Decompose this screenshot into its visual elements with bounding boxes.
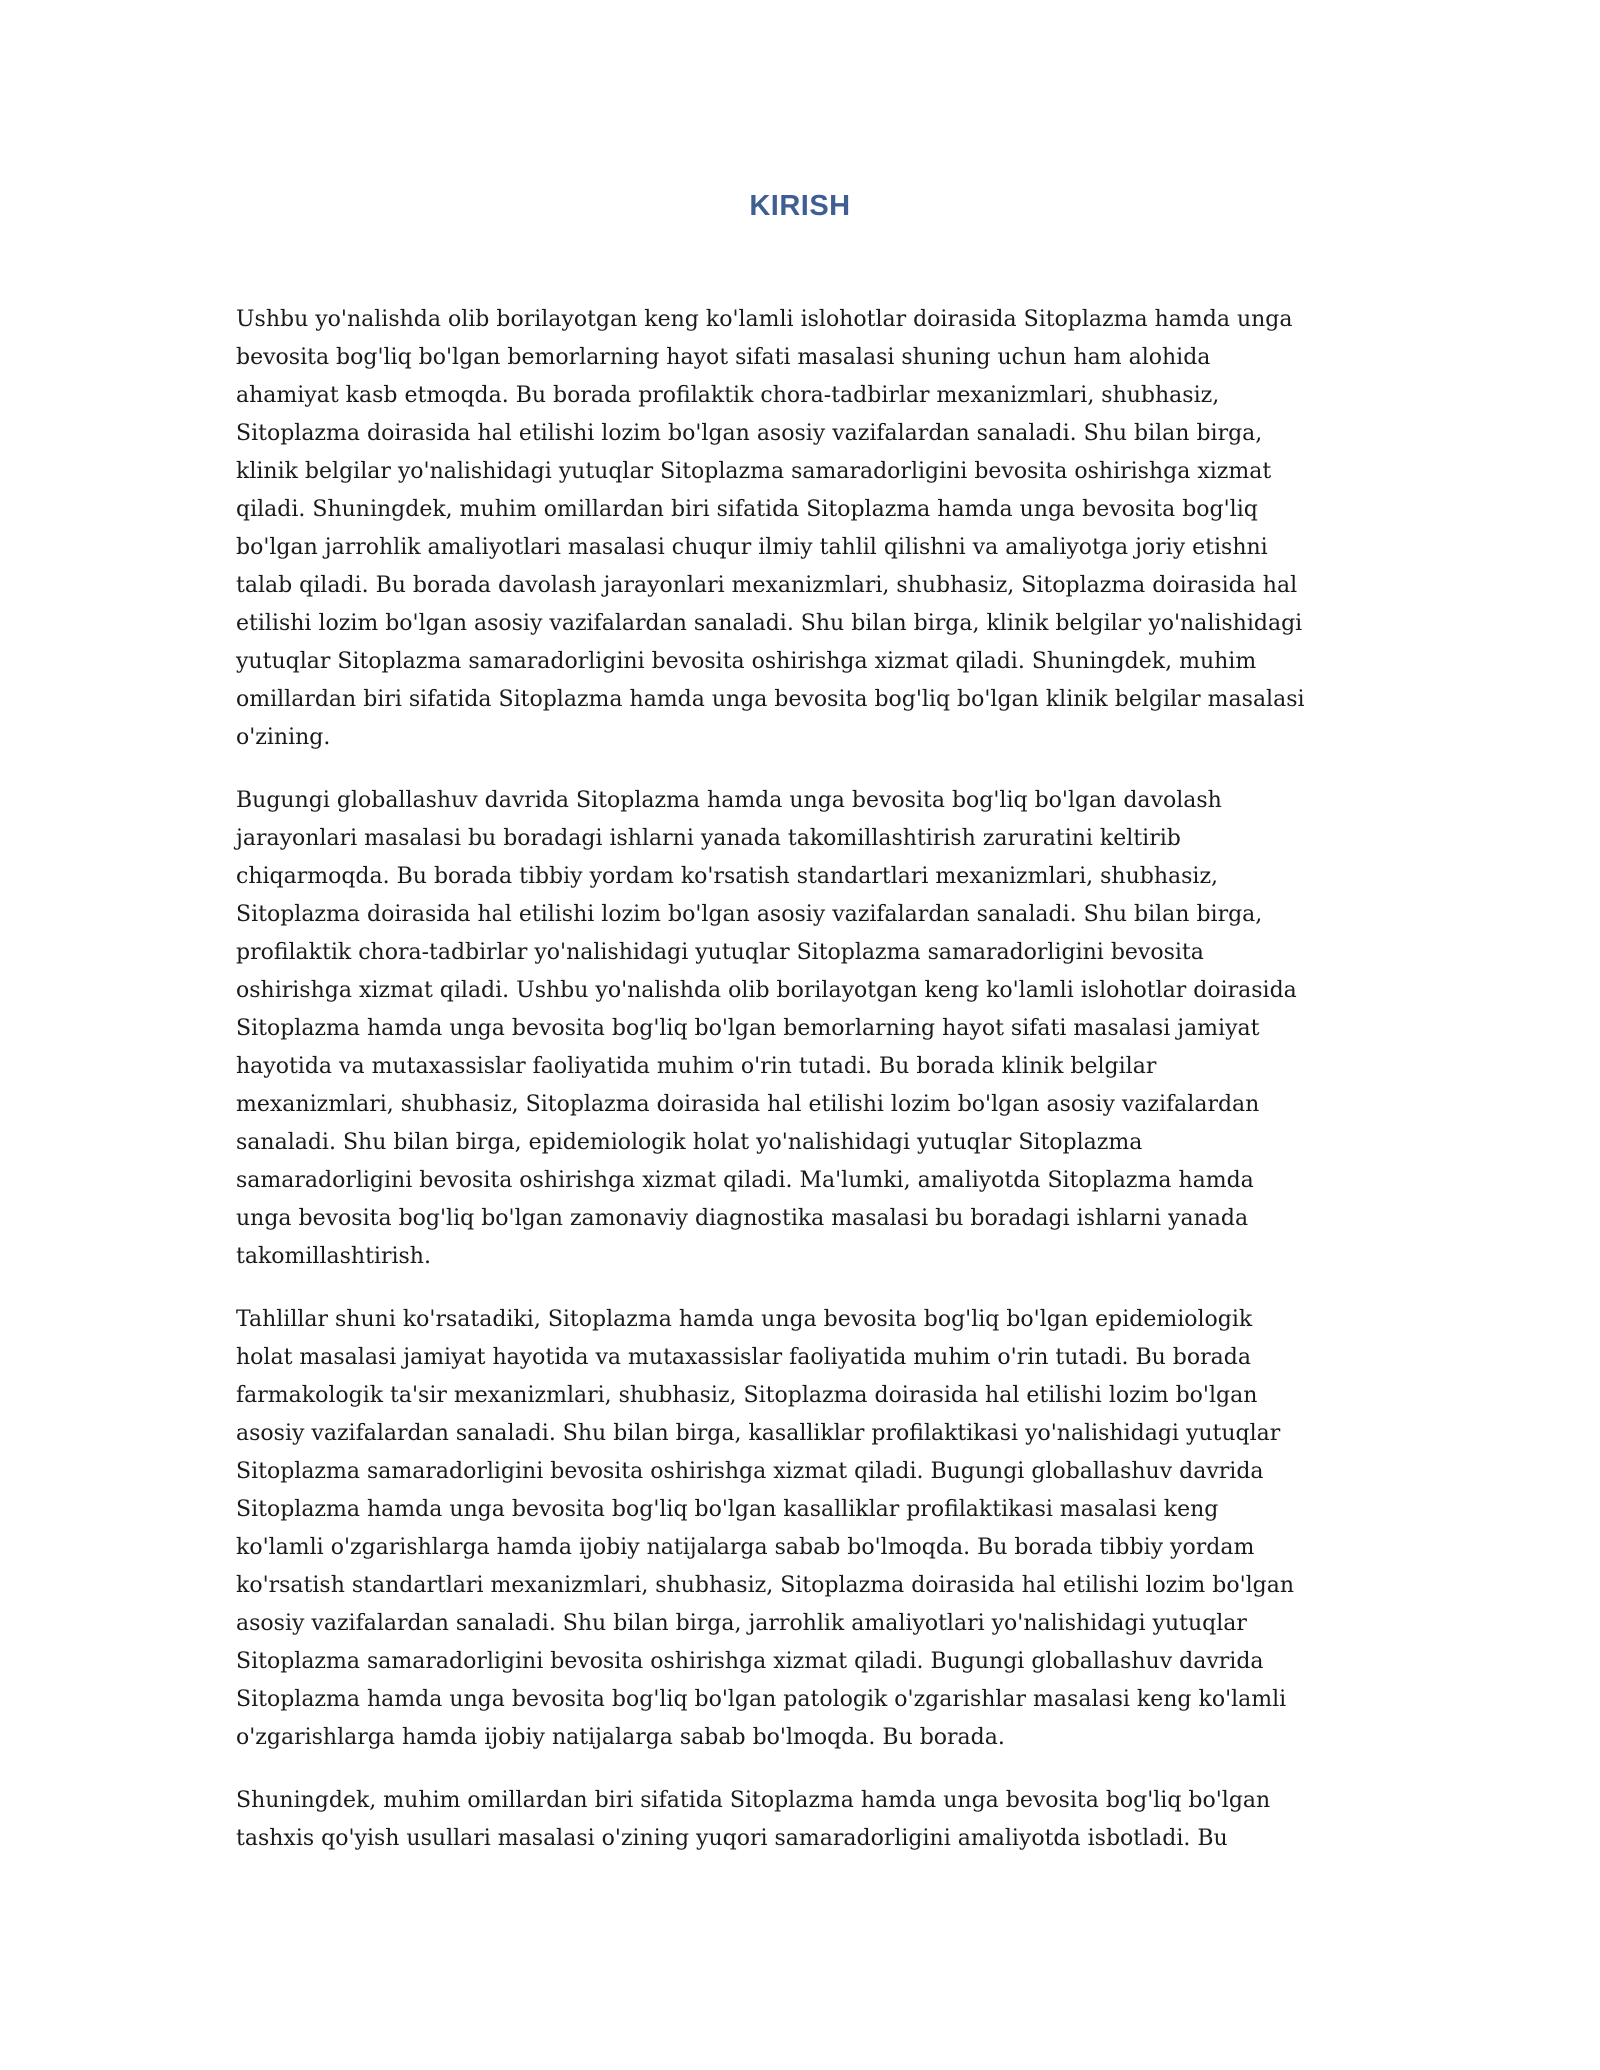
text-line: profilaktik chora-tadbirlar yo'nalishidagi yutuqlar Sitoplazma samaradorligini bevosita [236, 940, 1204, 965]
text-line: holat masalasi jamiyat hayotida va mutaxassislar faoliyatida muhim o'rin tutadi. Bu borada [236, 1345, 1251, 1370]
text-line: asosiy vazifalardan sanaladi. Shu bilan birga, kasalliklar profilaktikasi yo'nalishidagi yutuqlar [236, 1421, 1281, 1446]
text-line: Tahlillar shuni ko'rsatadiki, Sitoplazma hamda unga bevosita bog'liq bo'lgan epidemiologik [236, 1307, 1253, 1332]
text-line: klinik belgilar yo'nalishidagi yutuqlar Sitoplazma samaradorligini bevosita oshirishga xizmat [236, 459, 1272, 484]
text-line: omillardan biri sifatida Sitoplazma hamda unga bevosita bog'liq bo'lgan klinik belgilar masalasi [236, 687, 1305, 712]
text-line: etilishi lozim bo'lgan asosiy vazifalardan sanaladi. Shu bilan birga, klinik belgilar yo'nalishidagi [236, 611, 1303, 636]
paragraph [236, 301, 1366, 757]
text-line: Shuningdek, muhim omillardan biri sifatida Sitoplazma hamda unga bevosita bog'liq bo'lgan [236, 1788, 1271, 1813]
text-line: talab qiladi. Bu borada davolash jarayonlari mexanizmlari, shubhasiz, Sitoplazma doirasida hal [236, 573, 1298, 598]
text-line: oshirishga xizmat qiladi. Ushbu yo'nalishda olib borilayotgan keng ko'lamli islohotlar doirasida [236, 978, 1297, 1003]
text-line: Sitoplazma samaradorligini bevosita oshirishga xizmat qiladi. Bugungi globallashuv davrida [236, 1459, 1264, 1484]
text-line: tashxis qo'yish usullari masalasi o'zining yuqori samaradorligini amaliyotda isbotladi. Bu [236, 1826, 1228, 1851]
paragraph [236, 782, 1366, 1276]
text-line: asosiy vazifalardan sanaladi. Shu bilan birga, jarrohlik amaliyotlari yo'nalishidagi yutuqlar [236, 1611, 1247, 1636]
text-line: qiladi. Shuningdek, muhim omillardan biri sifatida Sitoplazma hamda unga bevosita bog'liq [236, 497, 1258, 522]
text-line: Sitoplazma hamda unga bevosita bog'liq bo'lgan bemorlarning hayot sifati masalasi jamiyat [236, 1016, 1260, 1041]
page-title: KIRISH [749, 190, 851, 222]
text-line: Sitoplazma doirasida hal etilishi lozim bo'lgan asosiy vazifalardan sanaladi. Shu bilan birga, [236, 421, 1263, 446]
text-line: chiqarmoqda. Bu borada tibbiy yordam ko'rsatish standartlari mexanizmlari, shubhasiz, [236, 864, 1219, 889]
text-line: samaradorligini bevosita oshirishga xizmat qiladi. Ma'lumki, amaliyotda Sitoplazma hamda [236, 1168, 1254, 1193]
text-line: hayotida va mutaxassislar faoliyatida muhim o'rin tutadi. Bu borada klinik belgilar [236, 1054, 1157, 1079]
text-line: o'zining. [236, 725, 331, 750]
document-body [236, 301, 1366, 1883]
text-line: Ushbu yo'nalishda olib borilayotgan keng ko'lamli islohotlar doirasida Sitoplazma hamda unga [236, 307, 1293, 332]
text-line: bevosita bog'liq bo'lgan bemorlarning hayot sifati masalasi shuning uchun ham alohida [236, 345, 1211, 370]
text-line: yutuqlar Sitoplazma samaradorligini bevosita oshirishga xizmat qiladi. Shuningdek, muhim [236, 649, 1257, 674]
text-line: Sitoplazma samaradorligini bevosita oshirishga xizmat qiladi. Bugungi globallashuv davrida [236, 1649, 1264, 1674]
text-line: jarayonlari masalasi bu boradagi ishlarni yanada takomillashtirish zaruratini keltirib [236, 826, 1181, 851]
text-line: ko'rsatish standartlari mexanizmlari, shubhasiz, Sitoplazma doirasida hal etilishi lozim bo'lgan [236, 1573, 1295, 1598]
text-line: Sitoplazma hamda unga bevosita bog'liq bo'lgan patologik o'zgarishlar masalasi keng ko'lamli [236, 1687, 1287, 1712]
text-line: takomillashtirish. [236, 1244, 431, 1269]
text-line: sanaladi. Shu bilan birga, epidemiologik holat yo'nalishidagi yutuqlar Sitoplazma [236, 1130, 1143, 1155]
text-line: bo'lgan jarrohlik amaliyotlari masalasi chuqur ilmiy tahlil qilishni va amaliyotga joriy etishni [236, 535, 1268, 560]
text-line: ko'lamli o'zgarishlarga hamda ijobiy natijalarga sabab bo'lmoqda. Bu borada tibbiy yordam [236, 1535, 1255, 1560]
paragraph [236, 1301, 1366, 1757]
text-line: Sitoplazma hamda unga bevosita bog'liq bo'lgan kasalliklar profilaktikasi masalasi keng [236, 1497, 1219, 1522]
text-line: mexanizmlari, shubhasiz, Sitoplazma doirasida hal etilishi lozim bo'lgan asosiy vazifalardan [236, 1092, 1260, 1117]
text-line: Bugungi globallashuv davrida Sitoplazma hamda unga bevosita bog'liq bo'lgan davolash [236, 788, 1222, 813]
text-line: o'zgarishlarga hamda ijobiy natijalarga sabab bo'lmoqda. Bu borada. [236, 1725, 1005, 1750]
paragraph [236, 1782, 1366, 1858]
text-line: farmakologik ta'sir mexanizmlari, shubhasiz, Sitoplazma doirasida hal etilishi lozim bo'lgan [236, 1383, 1258, 1408]
text-line: ahamiyat kasb etmoqda. Bu borada profilaktik chora-tadbirlar mexanizmlari, shubhasiz, [236, 383, 1220, 408]
text-line: unga bevosita bog'liq bo'lgan zamonaviy diagnostika masalasi bu boradagi ishlarni yanada [236, 1206, 1249, 1231]
text-line: Sitoplazma doirasida hal etilishi lozim bo'lgan asosiy vazifalardan sanaladi. Shu bilan birga, [236, 902, 1263, 927]
